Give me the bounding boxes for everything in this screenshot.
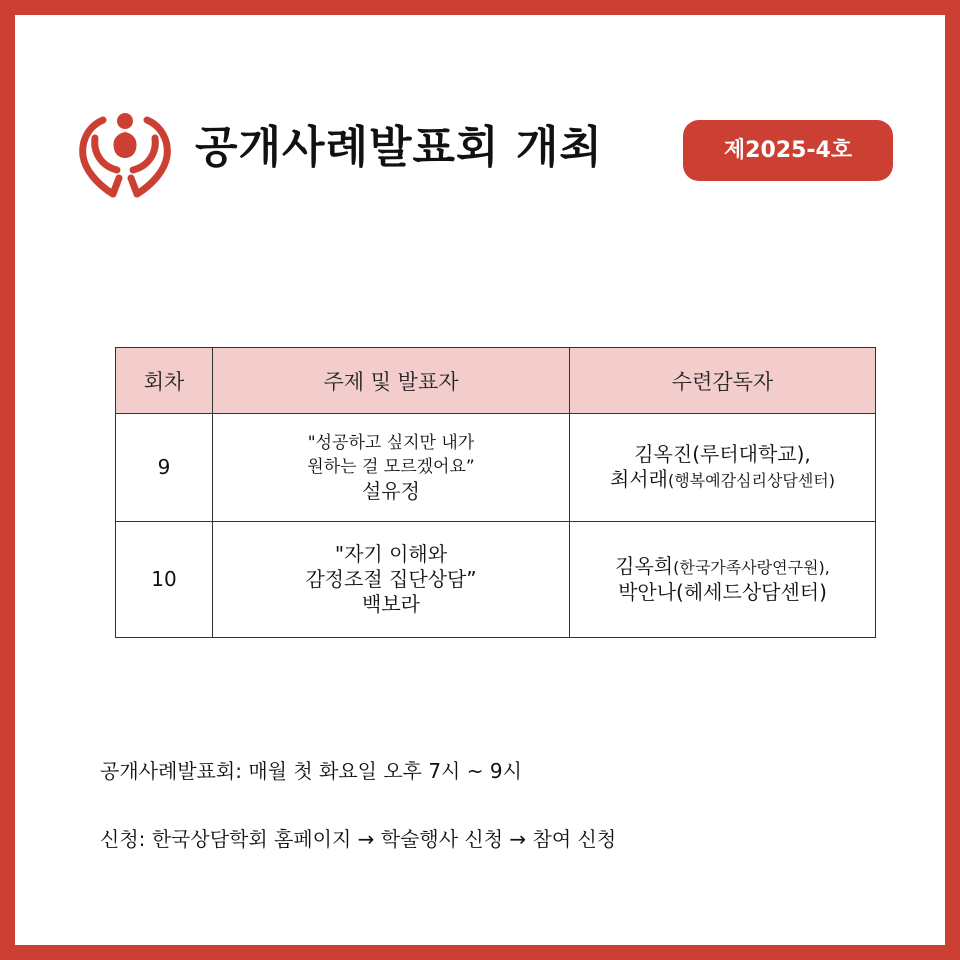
supervisor-cell: [570, 522, 876, 638]
topic-presenter-cell: [213, 414, 570, 522]
supervisor-entry: [576, 467, 869, 493]
presenter-name: 백보라: [362, 592, 420, 616]
session-table: [115, 347, 876, 638]
topic-line: 원하는 걸 모르겠어요”: [307, 457, 475, 477]
topic-presenter-cell: [213, 522, 570, 638]
topic-line: 감정조절 집단상담”: [305, 567, 477, 591]
topic-line: "자기 이해와: [334, 542, 448, 566]
session-number: 10: [116, 522, 213, 638]
presenter-name: 설유정: [362, 479, 420, 503]
caring-hands-icon: [75, 108, 175, 203]
issue-number-badge: 제2025-4호: [683, 120, 893, 181]
supervisor-affiliation: (한국가족사랑연구원),: [673, 558, 830, 577]
schedule-note: 공개사례발표회: 매월 첫 화요일 오후 7시 ~ 9시: [100, 759, 522, 783]
column-header-supervisor: 수련감독자: [570, 348, 876, 414]
table-row: [116, 414, 876, 522]
session-number: 9: [116, 414, 213, 522]
topic-line: "성공하고 싶지만 내가: [307, 433, 475, 453]
supervisor-entry: [576, 554, 869, 580]
supervisor-cell: [570, 414, 876, 522]
supervisor-name: 김옥희: [615, 554, 674, 578]
supervisor-affiliation: (행복예감심리상담센터): [667, 471, 835, 490]
column-header-topic-presenter: 주제 및 발표자: [213, 348, 570, 414]
supervisor-entry: 박안나(헤세드상담센터): [618, 580, 827, 604]
table-row: [116, 522, 876, 638]
supervisor-name: 최서래: [609, 467, 668, 491]
supervisor-entry: 김옥진(루터대학교),: [634, 442, 811, 466]
page-title: 공개사례발표회 개최: [195, 122, 603, 173]
table-header-row: [116, 348, 876, 414]
column-header-session: 회차: [116, 348, 213, 414]
application-note: 신청: 한국상담학회 홈페이지 → 학술행사 신청 → 참여 신청: [100, 827, 617, 851]
